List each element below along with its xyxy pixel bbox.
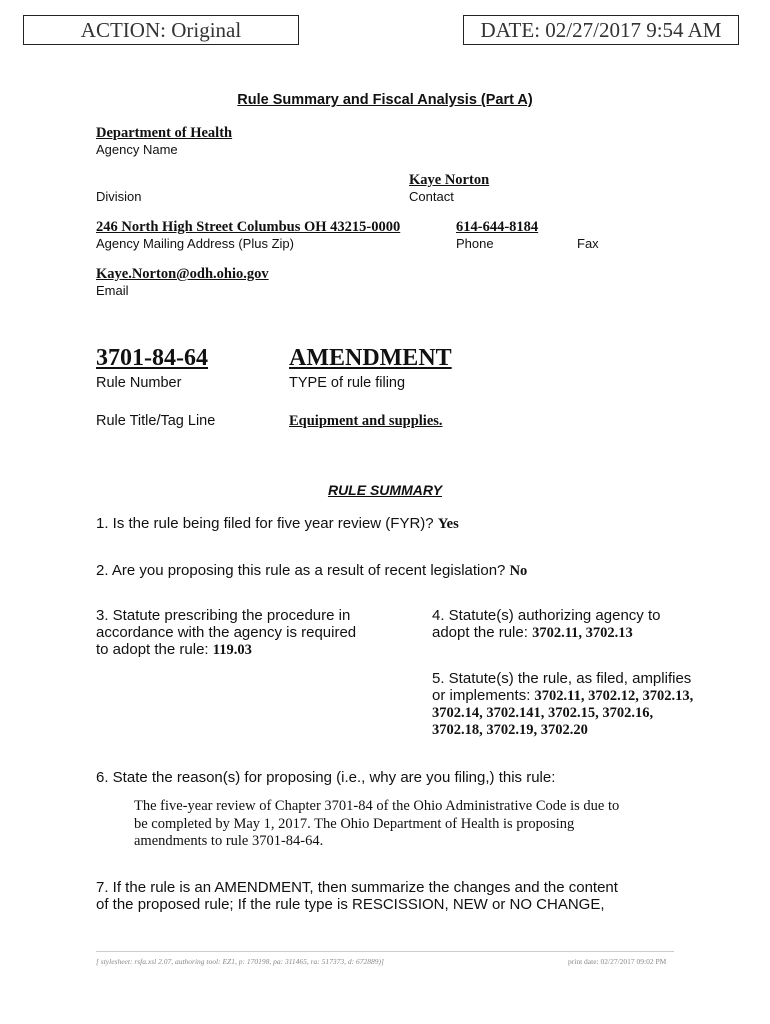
email-label: Email	[96, 283, 129, 298]
footer-rule	[96, 951, 674, 952]
question-5-line2: or implements:	[432, 687, 531, 704]
date-text: DATE: 02/27/2017 9:54 AM	[480, 18, 722, 42]
rule-number-value: 3701-84-64	[96, 345, 208, 371]
question-7	[96, 879, 618, 913]
question-3-line3: to adopt the rule:	[96, 641, 209, 658]
question-6: 6. State the reason(s) for proposing (i.e., why are you filing,) this rule:	[96, 769, 556, 786]
address-label: Agency Mailing Address (Plus Zip)	[96, 236, 294, 251]
action-text: ACTION: Original	[80, 18, 242, 42]
phone-value: 614-644-8184	[456, 219, 539, 235]
question-1	[96, 515, 459, 533]
contact-value: Kaye Norton	[409, 172, 490, 188]
answer-1: Yes	[437, 516, 459, 532]
rule-number-label: Rule Number	[96, 375, 182, 391]
answer-3: 119.03	[212, 642, 252, 658]
answer-5-line3: 3702.18, 3702.19, 3702.20	[432, 722, 588, 738]
phone-label: Phone	[456, 236, 494, 251]
question-3-line1: 3. Statute prescribing the procedure in	[96, 607, 351, 624]
page-title: Rule Summary and Fiscal Analysis (Part A)	[237, 92, 533, 108]
question-1-text: 1. Is the rule being filed for five year review (FYR)?	[96, 515, 434, 532]
footer-print-date: print date: 02/27/2017 09:02 PM	[568, 957, 667, 966]
action-box	[23, 15, 299, 45]
division-label: Division	[96, 189, 142, 204]
contact-label: Contact	[409, 189, 454, 204]
question-7-line1: 7. If the rule is an AMENDMENT, then summarize the changes and the content	[96, 879, 618, 896]
question-5-line1: 5. Statute(s) the rule, as filed, amplifies	[432, 670, 692, 687]
answer-5-line2: 3702.14, 3702.141, 3702.15, 3702.16,	[432, 705, 654, 721]
question-7-line2: of the proposed rule; If the rule type is RESCISSION, NEW or NO CHANGE,	[96, 896, 605, 913]
date-box	[463, 15, 739, 45]
footer-stylesheet: [ stylesheet: rsfa.xsl 2.07, authoring tool: EZ1, p: 170198, pa: 311465, ra: 517373, d: 672889)]	[96, 957, 384, 966]
question-3-line2: accordance with the agency is required	[96, 624, 357, 641]
address-value: 246 North High Street Columbus OH 43215-0000	[96, 219, 401, 235]
rule-type-value: AMENDMENT	[289, 345, 452, 371]
agency-name-label: Agency Name	[96, 142, 178, 157]
question-2-text: 2. Are you proposing this rule as a result of recent legislation?	[96, 562, 506, 579]
agency-name-value: Department of Health	[96, 125, 233, 141]
answer-6-line1: The five-year review of Chapter 3701-84 of the Ohio Administrative Code is due to	[134, 798, 620, 814]
answer-6	[134, 798, 619, 851]
question-4-line1: 4. Statute(s) authorizing agency to	[432, 607, 661, 624]
rule-title-label: Rule Title/Tag Line	[96, 413, 216, 429]
rule-type-label: TYPE of rule filing	[289, 375, 406, 391]
question-4-line2: adopt the rule:	[432, 624, 528, 641]
email-value: Kaye.Norton@odh.ohio.gov	[96, 266, 269, 282]
answer-6-line2: be completed by May 1, 2017. The Ohio Department of Health is proposing	[134, 815, 575, 832]
answer-4: 3702.11, 3702.13	[532, 625, 633, 641]
question-4	[432, 607, 752, 642]
answer-2: No	[509, 563, 528, 579]
question-3	[96, 607, 396, 659]
fax-label: Fax	[577, 236, 599, 251]
rule-title-value: Equipment and supplies.	[289, 413, 443, 429]
rule-summary-heading: RULE SUMMARY	[327, 482, 443, 498]
question-2	[96, 562, 527, 580]
answer-5-line1: 3702.11, 3702.12, 3702.13,	[534, 688, 694, 704]
question-5	[432, 670, 762, 739]
answer-6-line3: amendments to rule 3701-84-64.	[134, 833, 324, 849]
